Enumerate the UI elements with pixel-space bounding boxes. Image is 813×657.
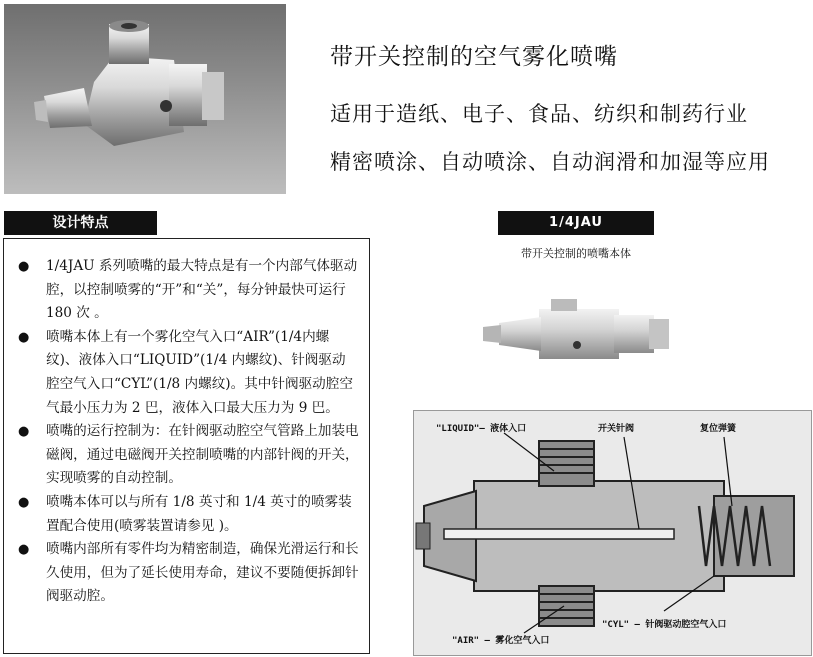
features-heading: 设计特点	[4, 211, 157, 235]
bullet-icon: ●	[18, 494, 30, 510]
application-industries: 适用于造纸、电子、食品、纺织和制药行业	[330, 102, 748, 126]
bullet-icon: ●	[18, 259, 30, 274]
model-caption: 带开关控制的喷嘴本体	[521, 247, 631, 260]
feature-item	[14, 326, 359, 420]
feature-text: 1/4JAU 系列喷嘴的最大特点是有一个内部气体驱动腔，以控制喷雾的“开”和“关”，每分钟最快可运行 180 次 。	[46, 258, 358, 322]
model-photo	[469, 295, 679, 375]
feature-text: 喷嘴的运行控制为：在针阀驱动腔空气管路上加装电磁阀，通过电磁阀开关控制喷嘴的内部针阀的开关，实现喷雾的自动控制。	[46, 423, 359, 487]
feature-text: 喷嘴本体上有一个雾化空气入口“AIR”(1/4内螺纹)、液体入口“LIQUID”(1/4 内螺纹)、针阀驱动腔空气入口“CYL”(1/8 内螺纹)。其中针阀驱动腔空气最小压力为 2 巴，液体入口最大压力为 9 巴。	[46, 328, 353, 416]
bullet-icon: ●	[18, 424, 30, 440]
page-title: 带开关控制的空气雾化喷嘴	[330, 44, 618, 70]
application-uses: 精密喷涂、自动喷涂、自动润滑和加湿等应用	[330, 150, 770, 174]
feature-item	[14, 420, 359, 491]
air-inlet-label: "AIR" — 雾化空气入口	[452, 636, 550, 646]
needle-valve-label: 开关针阀	[598, 424, 635, 434]
feature-text: 喷嘴内部所有零件均为精密制造，确保光滑运行和长久使用，但为了延长使用寿命，建议不要随便拆卸针阀驱动腔。	[46, 541, 359, 605]
feature-list	[4, 239, 369, 609]
bullet-icon: ●	[18, 542, 30, 558]
bullet-icon: ●	[18, 329, 30, 345]
feature-item	[14, 538, 359, 609]
features-box	[3, 238, 370, 654]
cutaway-diagram	[413, 410, 812, 656]
return-spring-label: 复位弹簧	[700, 424, 737, 434]
nozzle-photo-illustration	[4, 4, 286, 194]
model-heading: 1/4JAU	[498, 211, 654, 235]
liquid-inlet-label: "LIQUID"— 液体入口	[436, 424, 527, 434]
feature-item	[14, 255, 359, 326]
feature-text: 喷嘴本体可以与所有 1/8 英寸和 1/4 英寸的喷雾装置配合使用(喷雾装置请参见 )。	[46, 493, 352, 534]
feature-item	[14, 491, 359, 538]
cyl-inlet-label: "CYL" — 针阀驱动腔空气入口	[602, 620, 727, 630]
nozzle-side-illustration	[469, 295, 679, 375]
product-photo	[4, 4, 286, 194]
